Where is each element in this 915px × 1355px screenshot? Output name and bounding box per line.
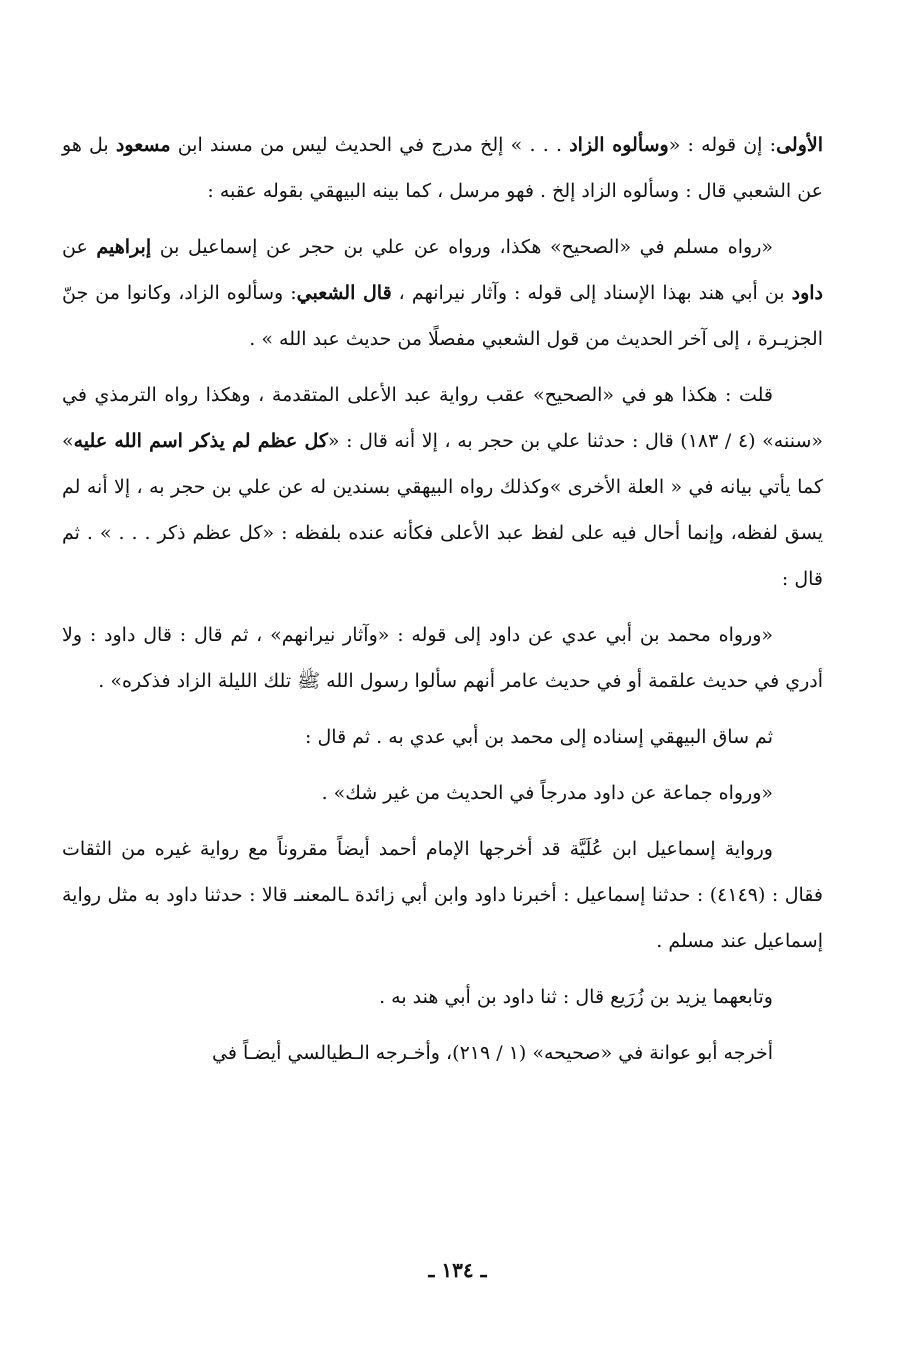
bold-text-run: داود	[791, 282, 823, 304]
paragraph	[62, 974, 823, 1020]
paragraph	[62, 1030, 823, 1076]
bold-text-run: إبراهيم	[96, 236, 152, 258]
text-run: : إن قوله : «	[668, 134, 777, 156]
text-run: ورواية إسماعيل ابن عُلَيَّة قد أخرجها الإمام أحمد أيضاً مقروناً مع رواية غيره من الثقات فقال : (٤١٤٩) : حدثنا إسماعيل : أخبرنا داود وابن أبي زائدة ـالمعنىـ قالا : حدثنا داود به مثل رواية إسماعيل عند مسلم .	[62, 838, 824, 952]
paragraph	[62, 826, 823, 964]
page-number: ـ ١٣٤ ـ	[428, 1258, 487, 1282]
text-run: . . . » إلخ مدرج في الحديث ليس من مسند ابن	[170, 134, 570, 156]
paragraph	[62, 224, 823, 362]
text-run: بن أبي هند بهذا الإسناد إلى قوله : وآثار نيرانهم ،	[391, 282, 792, 304]
bold-text-run: الأولى	[776, 134, 823, 156]
paragraph	[62, 612, 823, 704]
paragraph	[62, 122, 823, 214]
paragraph	[62, 714, 823, 760]
text-run: » كما يأتي بيانه في « العلة الأخرى »وكذلك رواه البيهقي بسندين له عن علي بن حجر به ، إلا أنه لم يسق لفظه، وإنما أحال فيه على لفظ عبد الأعلى فكأنه عنده بلفظه : «كل عظم ذكر . . . » . ثم قال :	[62, 430, 823, 590]
text-run: قلت : هكذا هو في «الصحيح» عقب رواية عبد الأعلى المتقدمة ، وهكذا رواه الترمذي في «سننه» (٤ / ١٨٣) قال : حدثنا علي بن حجر به ، إلا أنه قال : «	[62, 384, 823, 452]
bold-text-run: مسعود	[115, 134, 171, 156]
text-run: بل هو عن الشعبي قال : وسألوه الزاد إلخ . فهو مرسل ، كما بينه البيهقي بقوله عقبه :	[62, 134, 823, 202]
bold-text-run: وسألوه الزاد	[569, 134, 669, 156]
text-run: عن	[62, 236, 97, 258]
body-text	[62, 122, 823, 1086]
text-run: أخرجه أبو عوانة في «صحيحه» (١ / ٢١٩)، وأخـرجه الـطيالسي أيضـاً في	[212, 1042, 773, 1064]
text-run: «رواه مسلم في «الصحيح» هكذا، ورواه عن علي بن حجر عن إسماعيل بن	[151, 236, 773, 258]
bold-text-run: قال الشعبي	[296, 282, 392, 304]
paragraph	[62, 372, 823, 602]
text-run: : وسألوه الزاد، وكانوا من جنّ الجزيـرة ، إلى آخر الحديث من قول الشعبي مفصلًا من حديث عبد الله » .	[62, 282, 823, 350]
text-run: «ورواه جماعة عن داود مدرجاً في الحديث من غير شك» .	[321, 782, 773, 804]
paragraph	[62, 770, 823, 816]
text-run: ثم ساق البيهقي إسناده إلى محمد بن أبي عدي به . ثم قال :	[305, 726, 773, 748]
bold-text-run: كل عظم لم يذكر اسم الله عليه	[73, 430, 328, 452]
text-run: وتابعهما يزيد بن زُرَيع قال : ثنا داود بن أبي هند به .	[379, 986, 773, 1008]
text-run: «ورواه محمد بن أبي عدي عن داود إلى قوله : «وآثار نيرانهم» ، ثم قال : قال داود : ولا أدري في حديث علقمة أو في حديث عامر أنهم سألوا رسول الله ﷺ تلك الليلة الزاد فذكره» .	[62, 624, 823, 692]
